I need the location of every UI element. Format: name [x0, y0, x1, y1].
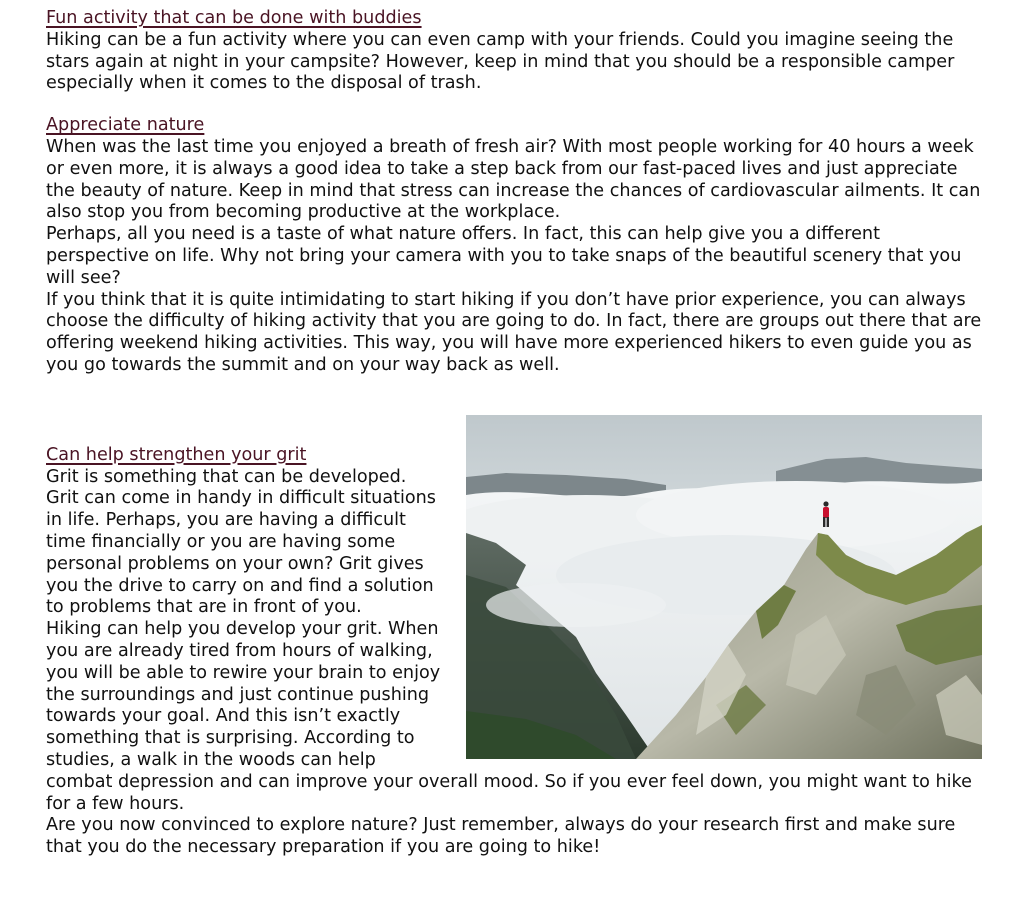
- section-heading-grit: Can help strengthen your grit: [46, 444, 307, 465]
- section-spacer: [46, 377, 988, 419]
- article: [46, 8, 988, 859]
- paragraph-nature-1: When was the last time you enjoyed a breath of fresh air? With most people working for 40 hours a week or even more, it is always a good idea to take a step back from our fast-paced lives and just appreciate the beauty of nature. Keep in mind that stress can increase the chances of cardiovascular ailments. It can also stop you from becoming productive at the workplace.: [46, 136, 981, 223]
- section-spacer: [46, 95, 988, 115]
- paragraph-nature-3: If you think that it is quite intimidating to start hiking if you don’t have prior experience, you can always choose the difficulty of hiking activity that you are going to do. In fact, there are groups out there that are offering weekend hiking activities. This way, you will have more experienced hikers to even guide you as you go towards the summit and on your way back as well.: [46, 289, 982, 375]
- section-heading-buddies: Fun activity that can be done with buddies: [46, 8, 422, 28]
- paragraph-grit-3: Are you now convinced to explore nature? Just remember, always do your research first and make sure that you do the necessary preparation if you are going to hike!: [46, 815, 956, 858]
- section-heading-nature: Appreciate nature: [46, 115, 205, 136]
- mountain-hiker-photo: [466, 415, 982, 759]
- paragraph-grit-2: Hiking can help you develop your grit. When you are already tired from hours of walking, you will be able to rewire your brain to enjoy the surroundings and just continue pushing towards your goal. And this isn’t exactly something that is surprising. According to studies, a walk in the woods can help combat depression and can improve your overall mood. So if you ever feel down, you might want to hike for a few hours.: [46, 619, 972, 814]
- paragraph-nature-2: Perhaps, all you need is a taste of what nature offers. In fact, this can help give you a different perspective on life. Why not bring your camera with you to take snaps of the beautiful scenery that you will see?: [46, 224, 962, 288]
- paragraph-buddies: Hiking can be a fun activity where you can even camp with your friends. Could you imagine seeing the stars again at night in your campsite? However, keep in mind that you should be a responsible camper especially when it comes to the disposal of trash.: [46, 29, 955, 94]
- paragraph-grit-1: Grit is something that can be developed. Grit can come in handy in difficult situations in life. Perhaps, you are having a difficult time financially or you are having some personal problems on your own? Grit gives you the drive to carry on and find a solution to problems that are in front of you.: [46, 466, 436, 618]
